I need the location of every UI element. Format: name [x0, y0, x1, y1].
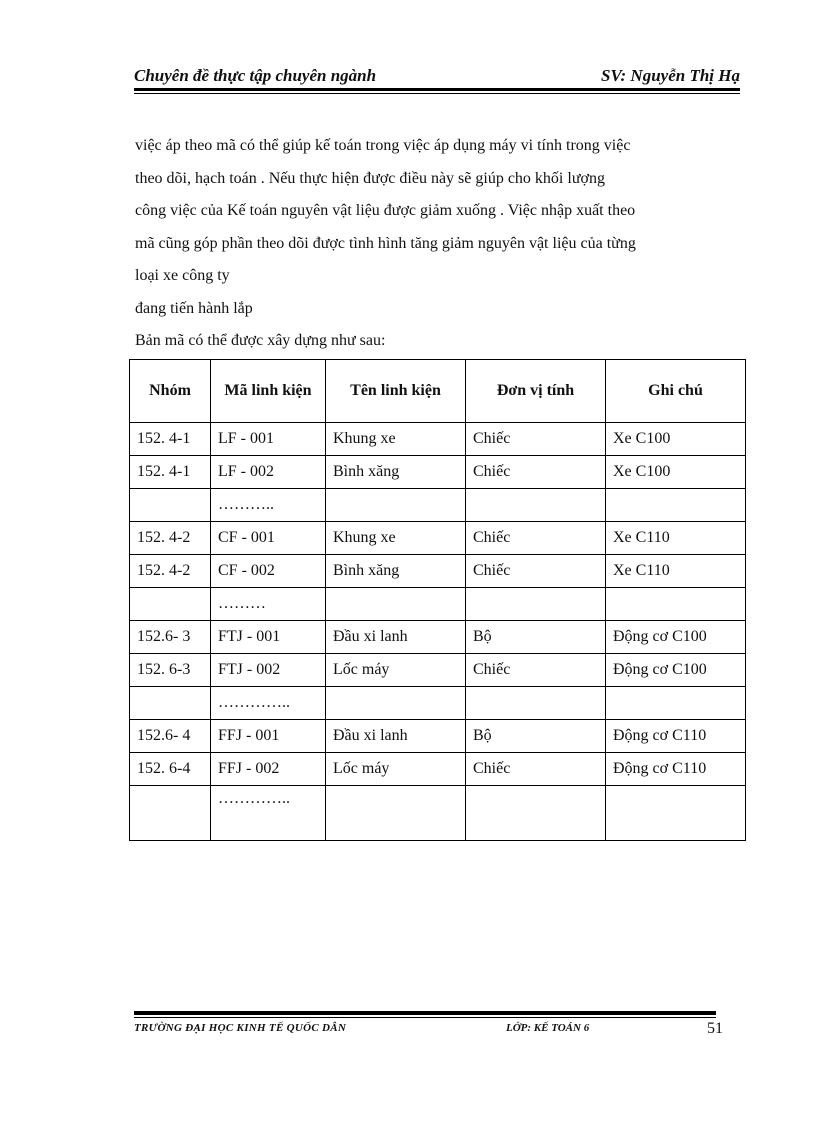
header-rule-thick: [134, 88, 740, 91]
cell-unit: Bộ: [466, 720, 606, 753]
table-row: [130, 753, 746, 786]
cell-group: [130, 687, 211, 720]
cell-note: [606, 786, 746, 841]
cell-part-name: [326, 687, 466, 720]
cell-part-code: CF - 001: [211, 522, 326, 555]
cell-unit: [466, 489, 606, 522]
body-paragraph: [135, 130, 737, 358]
cell-part-code: FFJ - 001: [211, 720, 326, 753]
cell-part-name: Bình xăng: [326, 456, 466, 489]
cell-part-code: CF - 002: [211, 555, 326, 588]
body-line: công việc của Kế toán nguyên vật liệu được giảm xuống . Việc nhập xuất theo: [135, 202, 636, 219]
cell-group: [130, 786, 211, 841]
cell-note: Động cơ C110: [606, 720, 746, 753]
body-line: việc áp theo mã có thể giúp kế toán trong việc áp dụng máy vi tính trong việc: [135, 137, 631, 154]
cell-part-code: LF - 002: [211, 456, 326, 489]
cell-note: Động cơ C100: [606, 621, 746, 654]
cell-note: [606, 687, 746, 720]
cell-part-name: Lốc máy: [326, 753, 466, 786]
table-row: [130, 654, 746, 687]
cell-unit: Chiếc: [466, 423, 606, 456]
table-body: [130, 423, 746, 841]
header-unit: Đơn vị tính: [466, 360, 606, 423]
header-rule-thin: [134, 93, 740, 94]
header-note: Ghi chú: [606, 360, 746, 423]
body-line: loại xe công ty: [135, 267, 230, 284]
table-row: [130, 522, 746, 555]
cell-part-name: Bình xăng: [326, 555, 466, 588]
body-line: đang tiến hành lắp: [135, 299, 253, 317]
table-row: [130, 456, 746, 489]
table-row: [130, 786, 746, 841]
header-part-code: Mã linh kiện: [211, 360, 326, 423]
footer-school: TRƯỜNG ĐẠI HỌC KINH TẾ QUỐC DÂN: [134, 1022, 347, 1034]
cell-group: 152. 4-1: [130, 456, 211, 489]
cell-part-code: …………..: [211, 687, 326, 720]
cell-unit: Chiếc: [466, 522, 606, 555]
cell-note: Xe C100: [606, 423, 746, 456]
cell-part-name: Khung xe: [326, 423, 466, 456]
cell-note: Xe C110: [606, 522, 746, 555]
cell-part-code: ………: [211, 588, 326, 621]
cell-unit: Chiếc: [466, 753, 606, 786]
cell-part-name: Khung xe: [326, 522, 466, 555]
header-title: Chuyên đề thực tập chuyên ngành: [134, 66, 377, 85]
cell-unit: Chiếc: [466, 456, 606, 489]
body-line: Bản mã có thể được xây dựng như sau:: [135, 332, 386, 349]
cell-group: 152. 4-2: [130, 522, 211, 555]
cell-unit: [466, 786, 606, 841]
cell-note: [606, 588, 746, 621]
cell-group: [130, 489, 211, 522]
footer-rule-thick: [134, 1011, 716, 1015]
page-number: 51: [707, 1020, 723, 1037]
cell-unit: [466, 588, 606, 621]
body-line: mã cũng góp phần theo dõi được tình hình tăng giảm nguyên vật liệu của từng: [135, 234, 636, 252]
cell-part-name: Lốc máy: [326, 654, 466, 687]
header-part-name: Tên linh kiện: [326, 360, 466, 423]
cell-part-name: [326, 588, 466, 621]
table-row: [130, 588, 746, 621]
cell-unit: Bộ: [466, 621, 606, 654]
cell-group: 152. 6-4: [130, 753, 211, 786]
page-header: [134, 62, 740, 90]
cell-note: Xe C100: [606, 456, 746, 489]
cell-group: [130, 588, 211, 621]
table-row: [130, 555, 746, 588]
footer-rule-thin: [134, 1017, 716, 1018]
cell-part-name: [326, 489, 466, 522]
table-row: [130, 720, 746, 753]
table-row: [130, 423, 746, 456]
cell-unit: Chiếc: [466, 555, 606, 588]
header-group: Nhóm: [130, 360, 211, 423]
footer-class: LỚP: KẾ TOÁN 6: [506, 1022, 590, 1034]
cell-part-code: LF - 001: [211, 423, 326, 456]
cell-part-name: [326, 786, 466, 841]
cell-group: 152. 6-3: [130, 654, 211, 687]
table-row: [130, 687, 746, 720]
cell-part-code: FFJ - 002: [211, 753, 326, 786]
cell-group: 152. 4-2: [130, 555, 211, 588]
cell-group: 152.6- 3: [130, 621, 211, 654]
cell-note: Động cơ C110: [606, 753, 746, 786]
cell-part-code: …………..: [211, 786, 326, 841]
cell-group: 152. 4-1: [130, 423, 211, 456]
cell-unit: [466, 687, 606, 720]
cell-part-code: ………..: [211, 489, 326, 522]
cell-part-code: FTJ - 002: [211, 654, 326, 687]
cell-note: [606, 489, 746, 522]
cell-part-code: FTJ - 001: [211, 621, 326, 654]
table-row: [130, 621, 746, 654]
cell-unit: Chiếc: [466, 654, 606, 687]
cell-note: Xe C110: [606, 555, 746, 588]
table-row: [130, 489, 746, 522]
header-student: SV: Nguyễn Thị Hạ: [600, 66, 740, 85]
cell-part-name: Đầu xi lanh: [326, 720, 466, 753]
cell-note: Động cơ C100: [606, 654, 746, 687]
cell-group: 152.6- 4: [130, 720, 211, 753]
cell-part-name: Đầu xi lanh: [326, 621, 466, 654]
parts-code-table: [129, 359, 746, 841]
body-line: theo dõi, hạch toán . Nếu thực hiện được điều này sẽ giúp cho khối lượng: [135, 169, 605, 187]
table-header-row: [130, 360, 746, 423]
